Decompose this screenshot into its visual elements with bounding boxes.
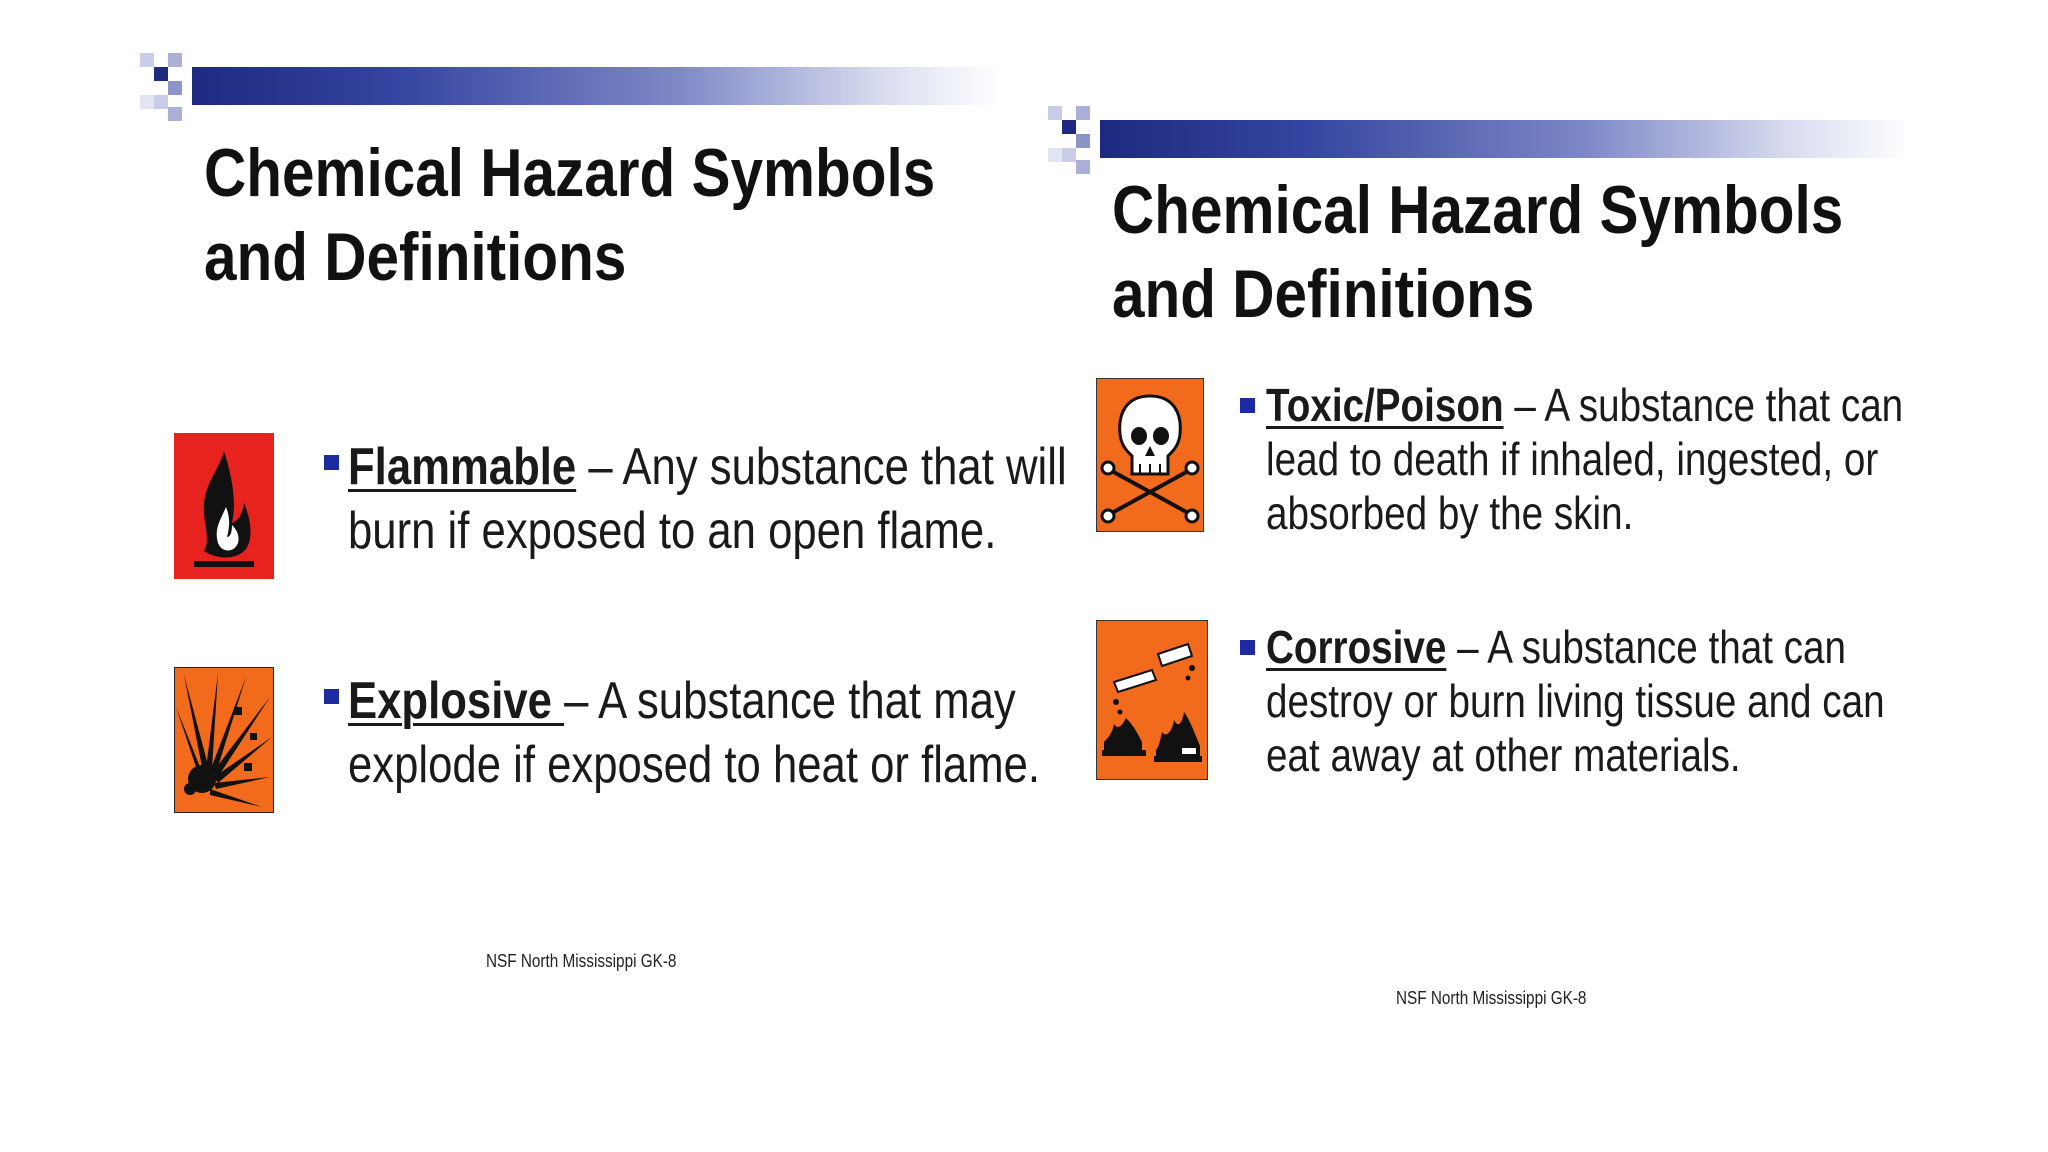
item-line1-rest: – Any substance that will [576,438,1067,496]
title-line-2: and Definitions [1112,256,1535,332]
title-line-2: and Definitions [204,219,627,295]
item-line1-rest: – A substance that can [1446,621,1846,673]
term-toxic-poison: Toxic/Poison [1266,379,1504,431]
bullet-icon [1240,640,1255,655]
item-text [1266,378,1903,540]
item-line2: lead to death if inhaled, ingested, or [1266,433,1879,485]
item-line1-rest: – A substance that can [1503,379,1904,431]
hazard-item-explosive [174,667,1041,817]
item-text [1266,620,1885,782]
slide-footer: NSF North Mississippi GK-8 [1396,988,1587,1008]
term-flammable: Flammable [348,438,577,496]
slide-header-bar [1048,98,1908,178]
header-gradient-bar [192,67,1002,105]
item-line2: destroy or burn living tissue and can [1266,675,1885,727]
title-line-1: Chemical Hazard Symbols [1112,172,1844,248]
term-corrosive: Corrosive [1266,621,1447,673]
bullet-icon [324,689,339,704]
slide-header-bar [140,45,1000,125]
slide-footer: NSF North Mississippi GK-8 [486,951,677,971]
item-text [348,435,1067,563]
bullet-icon [1240,398,1255,413]
flammable-icon [174,433,274,579]
hazard-item-flammable [174,433,1067,583]
item-line2: explode if exposed to heat or flame. [348,736,1041,794]
hazard-item-toxic [1096,378,1926,548]
slide-title [204,131,936,299]
header-gradient-bar [1100,120,1910,158]
item-line2: burn if exposed to an open flame. [348,502,997,560]
slide-right [1048,98,1928,1038]
item-line3: eat away at other materials. [1266,729,1741,781]
slide-left [140,45,1067,985]
title-line-1: Chemical Hazard Symbols [204,135,936,211]
item-line3: absorbed by the skin. [1266,487,1634,539]
item-line1-rest: – A substance that may [564,672,1016,730]
item-text [348,669,1040,797]
explosive-icon [174,667,274,813]
toxic-skull-icon [1096,378,1204,532]
bullet-icon [324,455,339,470]
hazard-item-corrosive [1096,620,1926,790]
slide-title [1112,168,1844,336]
corrosive-icon [1096,620,1208,780]
term-explosive: Explosive [348,672,565,730]
